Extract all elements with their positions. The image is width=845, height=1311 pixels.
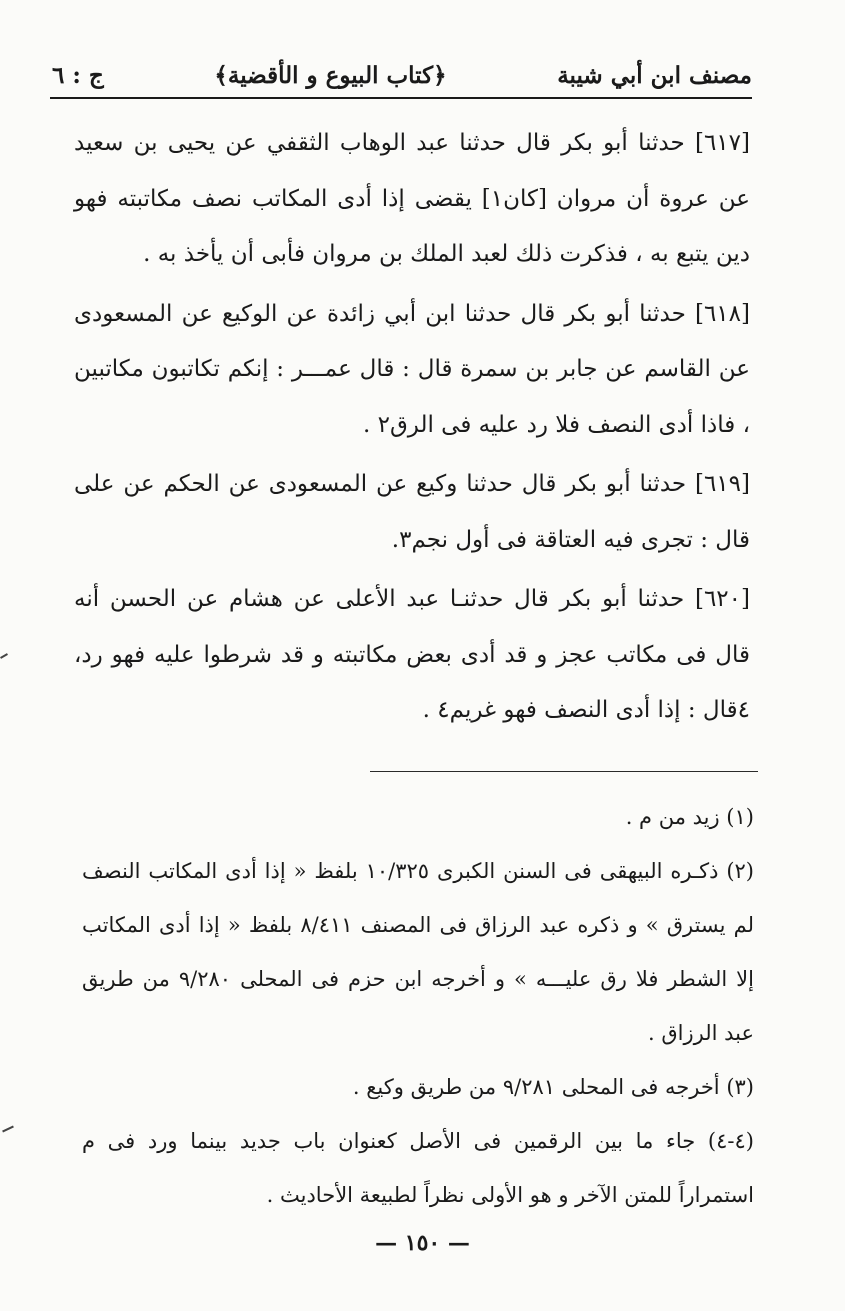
hadith-617: [٦١٧] حدثنا أبو بكر قال حدثنا عبد الوهاب الثقفي عن يحيى بن سعيد عن عروة أن مروان [كان١] يقضى إذا أدى المكاتب نصف مكاتبته فهو دين يتبع به ، فذكرت ذلك لعبد الملك بن مروان فأبى أن يأخذ به . [74, 130, 750, 267]
book-title: مصنف ابن أبي شيبة [557, 61, 752, 89]
header-rule [50, 97, 752, 99]
footnote-3: (٣) أخرجه فى المحلى ٩/٢٨١ من طريق وكيع . [352, 1075, 754, 1099]
scan-mark [0, 653, 8, 659]
section-title: ﴿كتاب البيوع و الأقضية﴾ [214, 61, 447, 89]
running-header [52, 52, 752, 98]
footnote-separator [370, 771, 758, 772]
hadith-620: [٦٢٠] حدثنا أبو بكر قال حدثنـا عبد الأعلى عن هشام عن الحسن أنه قال فى مكاتب عجز و قد أدى بعض مكاتبته و قد شرطوا عليه فهو رد، ٤قال : إذا أدى النصف فهو غريم٤ . [74, 586, 750, 723]
volume-number: ج : ٦ [52, 61, 104, 89]
scan-mark [2, 1126, 14, 1133]
footnote-1: (١) زيد من م . [625, 805, 754, 829]
page-number: — ١٥٠ — [375, 1230, 470, 1256]
main-text [74, 116, 750, 739]
footnote-2: (٢) ذكـره البيهقى فى السنن الكبرى ١٠/٣٢٥ بلفظ « إذا أدى المكاتب النصف لم يسترق » و ذكره عبد الرزاق فى المصنف ٨/٤١١ بلفظ « إذا أدى المكاتب إلا الشطر فلا رق عليـــه » و أخرجه ابن حزم فى المحلى ٩/٢٨٠ من طريق عبد الرزاق . [82, 859, 755, 1045]
footnotes [82, 790, 754, 1222]
hadith-619: [٦١٩] حدثنا أبو بكر قال حدثنا وكيع عن المسعودى عن الحكم عن على قال : تجرى فيه العتاقة فى أول نجم٣. [74, 471, 750, 553]
footnote-4: (٤-٤) جاء ما بين الرقمين فى الأصل كعنوان باب جديد بينما ورد فى م استمراراً للمتن الآخر و هو الأولى نظراً لطبيعة الأحاديث . [82, 1129, 754, 1207]
hadith-618: [٦١٨] حدثنا أبو بكر قال حدثنا ابن أبي زائدة عن الوكيع عن المسعودى عن القاسم عن جابر بن سمرة قال : قال عمـــر : إنكم تكاتبون مكاتبين ، فاذا أدى النصف فلا رد عليه فى الرق٢ . [74, 300, 750, 438]
